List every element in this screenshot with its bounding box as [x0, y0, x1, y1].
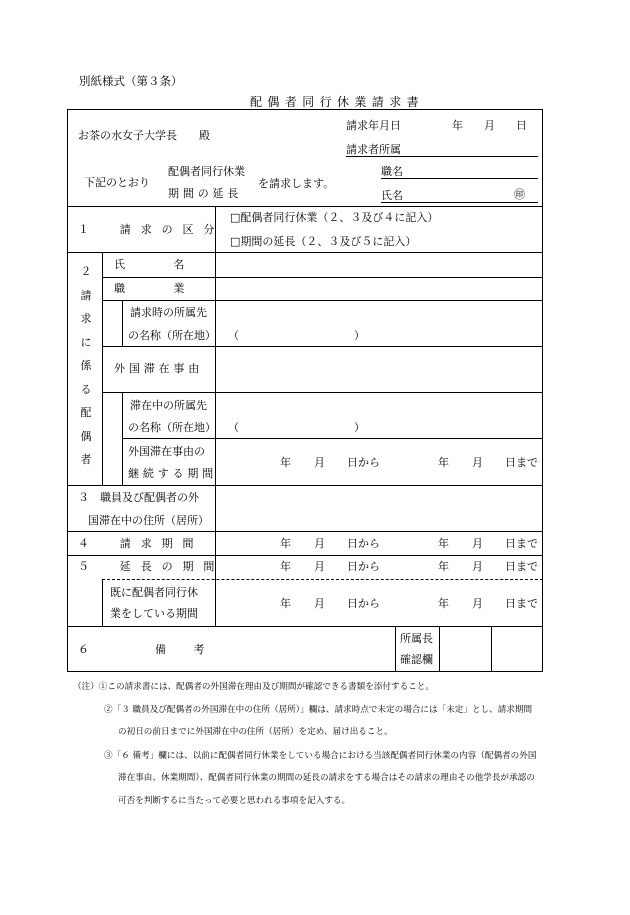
date-day: 日	[516, 119, 527, 132]
confirm-label-2: 確認欄	[400, 653, 433, 666]
period-until: 日まで	[505, 456, 538, 469]
confirm-label-1: 所属長	[400, 632, 433, 645]
form-number-label: 別紙様式（第３条）	[79, 74, 183, 88]
sec5-sub-label-1: 既に配偶者同行休	[110, 586, 198, 599]
spouse-occupation-label: 職業	[114, 282, 233, 295]
option-leave: 配偶者同行休業	[168, 165, 245, 178]
period-month: 月	[472, 560, 483, 573]
stay-paren-open: （	[228, 421, 239, 434]
period-from: 日から	[347, 537, 380, 550]
workplace-paren-open: （	[228, 329, 239, 342]
period-until: 日まで	[505, 597, 538, 610]
sec5-sub-label-2: 業をしている期間	[110, 607, 198, 620]
stay-reason-label: 外国滞在事由	[114, 362, 204, 375]
period-year: 年	[280, 597, 291, 610]
period-year: 年	[280, 456, 291, 469]
sec4-label: ４ 請求期間	[78, 537, 204, 550]
checkbox-extension[interactable]: □期間の延長（２、３及び５に記入）	[230, 235, 417, 248]
note-1: （注）①この請求書には、配偶者の外国滞在理由及び期間が確認できる書類を添付すること。	[73, 682, 434, 692]
note-3c: 可否を判断するに当たって必要と思われる事項を記入する。	[118, 796, 351, 806]
checkbox-leave[interactable]: □配偶者同行休業（２、３及び４に記入）	[230, 211, 439, 224]
period-year: 年	[438, 537, 449, 550]
request-date-label: 請求年月日	[346, 119, 401, 132]
name-label: 氏名	[381, 189, 403, 202]
stay-workplace-label-2: の名称（所在地）	[128, 421, 216, 434]
period-from: 日から	[347, 597, 380, 610]
period-month: 月	[472, 537, 483, 550]
note-2a: ②「３ 職員及び配偶者の外国滞在中の住所（居所）」欄は、請求時点で未定の場合には「未定」とし、請求期間	[104, 705, 533, 715]
period-from: 日から	[347, 560, 380, 573]
continuation-label-1: 外国滞在事由の	[128, 445, 205, 458]
workplace-label-1: 請求時の所属先	[130, 306, 207, 319]
period-month: 月	[314, 560, 325, 573]
period-month: 月	[314, 537, 325, 550]
sec1-label: １ 請求の区分	[78, 223, 225, 236]
stay-workplace-label-1: 滞在中の所属先	[130, 399, 207, 412]
period-month: 月	[314, 456, 325, 469]
period-month: 月	[314, 597, 325, 610]
intro-right: を請求します。	[258, 177, 335, 190]
note-3a: ③「６ 備考」欄には、以前に配偶者同行休業をしている場合における当該配偶者同行休業の内容（配偶者の外国	[104, 751, 537, 761]
intro-left: 下記のとおり	[84, 176, 150, 189]
workplace-paren-close: ）	[354, 329, 365, 342]
sec3-label-1: ３ 職員及び配偶者の外	[78, 491, 199, 504]
period-year: 年	[438, 456, 449, 469]
workplace-label-2: の名称（所在地）	[128, 329, 216, 342]
stay-paren-close: ）	[354, 421, 365, 434]
date-year: 年	[452, 119, 463, 132]
spouse-name-label: 氏名	[114, 258, 233, 271]
period-month: 月	[472, 597, 483, 610]
period-year: 年	[280, 537, 291, 550]
addressee: お茶の水女子大学長 殿	[78, 129, 210, 142]
note-3b: 滞在事由、休業期間）、配偶者同行休業の期間の延長の請求をする場合はその請求の理由その他学長が承認の	[118, 773, 535, 783]
period-month: 月	[472, 456, 483, 469]
sec6-label: ６ 備考	[78, 643, 232, 656]
option-extension: 期間の延長	[168, 187, 243, 200]
period-year: 年	[280, 560, 291, 573]
period-year: 年	[438, 597, 449, 610]
form-title: 配偶者同行休業請求書	[250, 95, 425, 109]
period-until: 日まで	[505, 560, 538, 573]
sec3-label-2: 国滞在中の住所（居所）	[88, 514, 209, 527]
position-label: 職名	[381, 165, 403, 178]
note-2b: の初日の前日までに外国滞在中の住所（居所）を定め、届け出ること。	[118, 727, 393, 737]
period-year: 年	[438, 560, 449, 573]
date-month: 月	[484, 119, 495, 132]
affiliation-label: 請求者所属	[346, 143, 401, 156]
sec2-vertical-label: ２ 請 求 に 係 る 配 偶 者	[80, 265, 92, 466]
seal-mark: ㊞	[514, 188, 525, 201]
sec5-label: ５ 延長の期間	[78, 560, 225, 573]
continuation-label-2: 継続する期間	[128, 467, 218, 480]
period-from: 日から	[347, 456, 380, 469]
period-until: 日まで	[505, 537, 538, 550]
